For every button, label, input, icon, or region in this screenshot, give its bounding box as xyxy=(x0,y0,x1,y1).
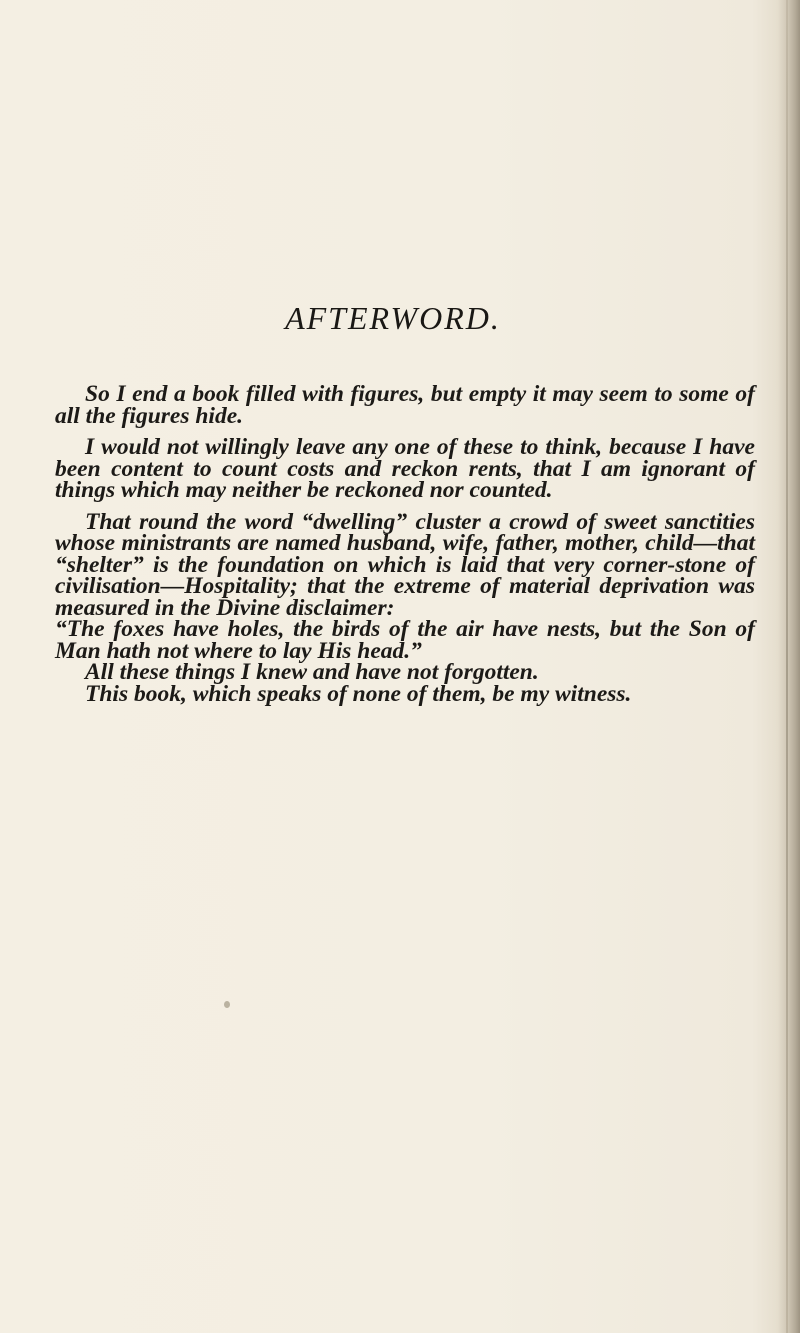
ink-speck xyxy=(224,1001,230,1008)
paragraph-1: So I end a book filled with figures, but empty it may seem to some of all the figures hide. xyxy=(55,381,755,429)
paragraph-2: I would not willingly leave any one of these to think, because I have been content to count costs and reckon rents, that I am ignorant of things which may neither be reckoned nor counted. xyxy=(55,434,755,503)
paragraph-3: That round the word “dwelling” cluster a crowd of sweet sanctities whose ministrants are named husband, wife, father, mother, child—that “shelter” is the foundation on which is laid that very corner-stone of civilisation—Hospitality; that the extreme of material deprivation was measured in the Divine disclaimer: xyxy=(55,508,755,621)
scripture-quote: “The foxes have holes, the birds of the air have nests, but the Son of Man hath not where to lay His head.” xyxy=(55,616,755,664)
paragraph-5: This book, which speaks of none of them, be my witness. xyxy=(85,680,632,707)
page-edge-shadow xyxy=(778,0,800,1333)
page-edge-line xyxy=(786,0,788,1333)
paragraph-4: All these things I knew and have not forgotten. xyxy=(85,659,539,685)
afterword-text xyxy=(55,381,755,707)
chapter-heading: AFTERWORD. xyxy=(285,300,501,336)
